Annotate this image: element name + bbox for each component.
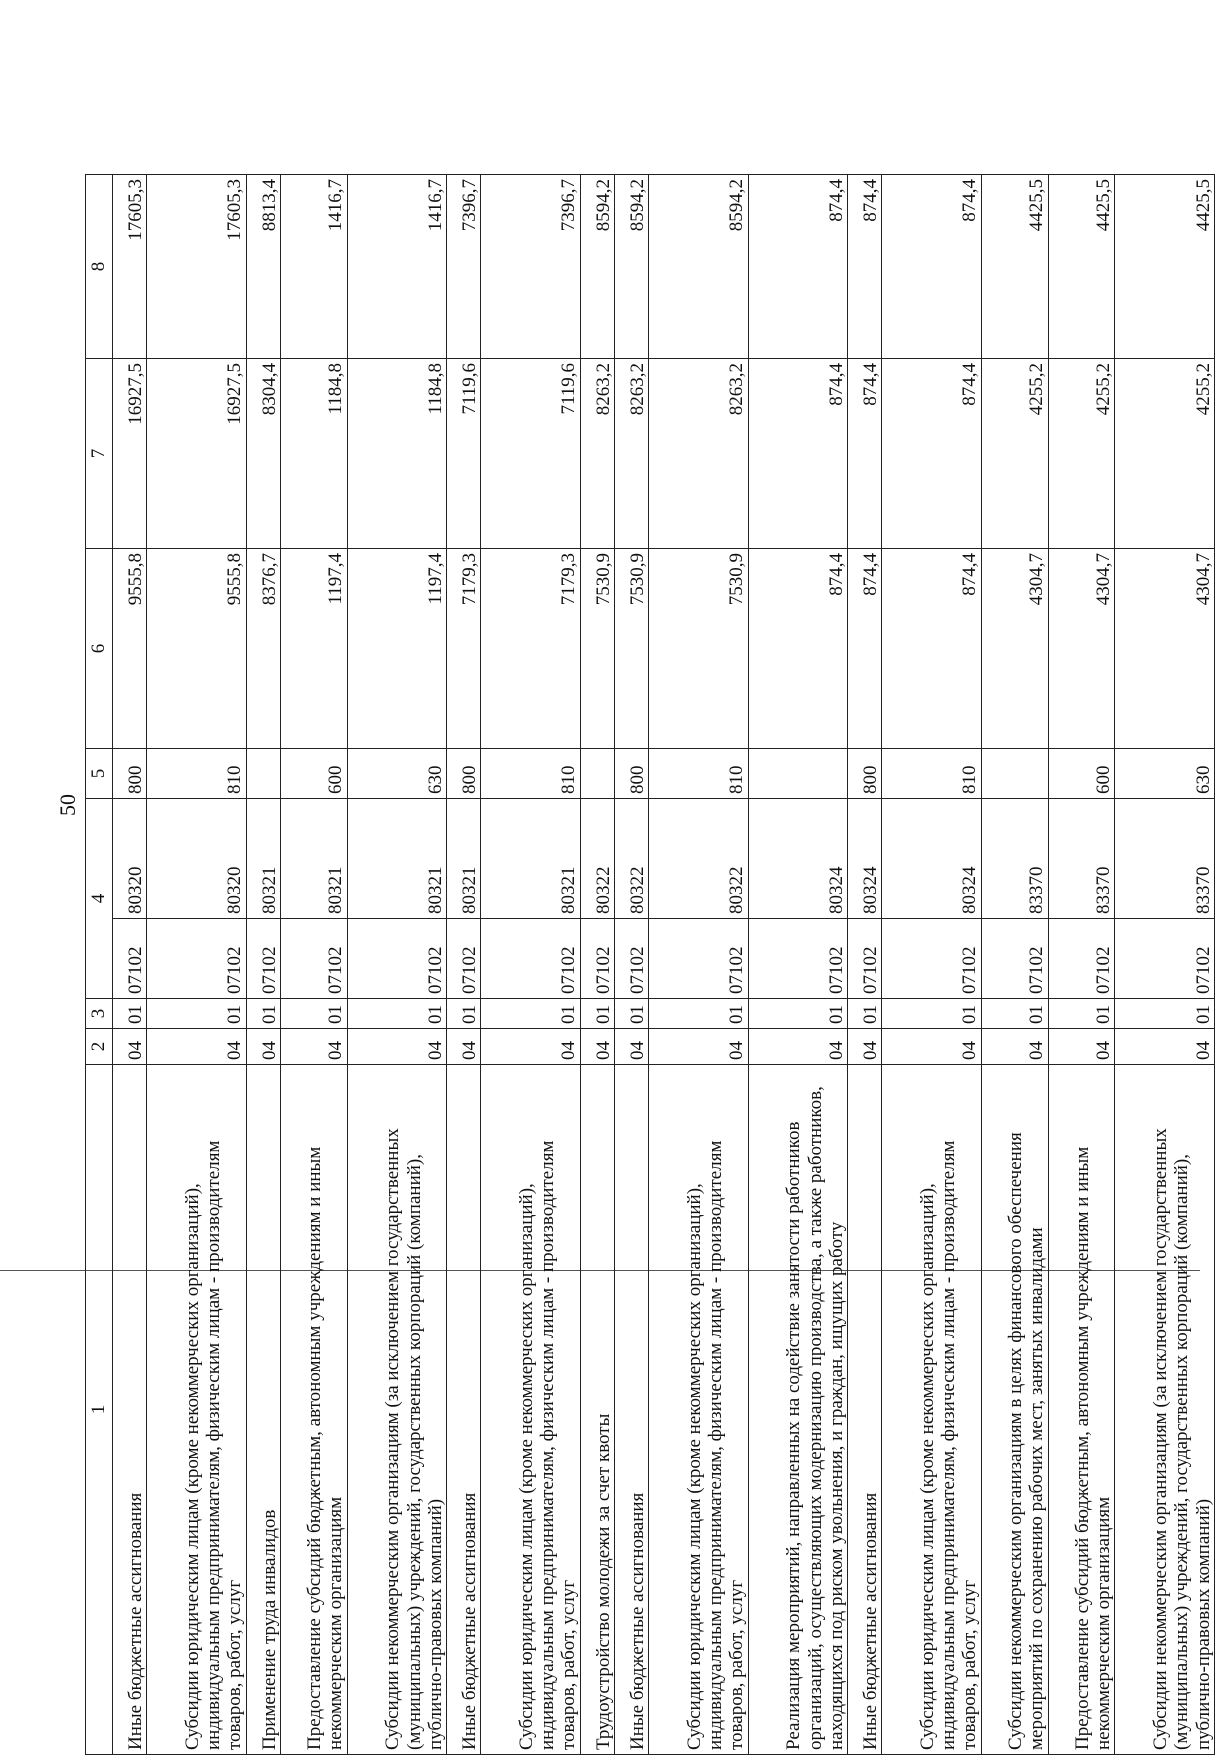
expense-type-cell [748,749,847,799]
amount-col7-cell: 7119,6 [481,359,580,549]
amount-col6-cell: 7179,3 [447,549,481,749]
budget-table [85,174,1215,1755]
amount-col7-cell: 1184,8 [347,359,446,549]
amount-col8-cell: 7396,7 [447,175,481,359]
subsection-code-cell: 01 [280,999,347,1029]
amount-col8-cell: 1416,7 [347,175,446,359]
program-code-cell: 07102 [347,919,446,999]
table-row [246,175,280,1755]
section-code-cell: 04 [147,1029,246,1065]
expense-type-cell: 810 [649,749,748,799]
amount-col8-cell: 8594,2 [580,175,614,359]
amount-col7-cell: 8263,2 [649,359,748,549]
amount-col6-cell: 4304,7 [1115,549,1215,749]
table-row [580,175,614,1755]
direction-code-cell: 83370 [1048,799,1115,919]
amount-col6-cell: 7530,9 [649,549,748,749]
amount-col8-cell: 8594,2 [614,175,648,359]
program-code-cell: 07102 [481,919,580,999]
amount-col8-cell: 874,4 [882,175,981,359]
program-code-cell: 07102 [147,919,246,999]
direction-code-cell: 83370 [1115,799,1215,919]
amount-col7-cell: 8263,2 [614,359,648,549]
row-name-cell: Применение труда инвалидов [246,1065,280,1755]
subsection-code-cell: 01 [147,999,246,1029]
table-row [748,175,847,1755]
column-number-row [86,175,113,1755]
amount-col6-cell: 874,4 [848,549,882,749]
amount-col8-cell: 17605,3 [147,175,246,359]
program-code-cell: 07102 [246,919,280,999]
expense-type-cell: 600 [280,749,347,799]
row-name-cell: Реализация мероприятий, направленных на содействие занятости работников организаций, осуществляющих модернизацию производства, а также работников, находящихся под риском увольнения, и граждан, ищущих работу [748,1065,847,1755]
section-code-cell: 04 [614,1029,648,1065]
section-code-cell: 04 [1048,1029,1115,1065]
section-code-cell: 04 [748,1029,847,1065]
table-row [481,175,580,1755]
amount-col6-cell: 4304,7 [1048,549,1115,749]
amount-col8-cell: 874,4 [848,175,882,359]
amount-col8-cell: 8813,4 [246,175,280,359]
direction-code-cell: 80324 [882,799,981,919]
direction-code-cell: 80320 [147,799,246,919]
subsection-code-cell: 01 [981,999,1048,1029]
table-row [1048,175,1115,1755]
subsection-code-cell: 01 [246,999,280,1029]
expense-type-cell: 800 [113,749,147,799]
amount-col6-cell: 8376,7 [246,549,280,749]
subsection-code-cell: 01 [848,999,882,1029]
table-body [113,175,1215,1755]
row-name-cell: Иные бюджетные ассигнования [113,1065,147,1755]
section-code-cell: 04 [649,1029,748,1065]
subsection-code-cell: 01 [614,999,648,1029]
amount-col6-cell: 1197,4 [280,549,347,749]
section-code-cell: 04 [848,1029,882,1065]
column-header-7: 7 [86,359,113,549]
direction-code-cell: 80321 [447,799,481,919]
amount-col7-cell: 7119,6 [447,359,481,549]
amount-col7-cell: 4255,2 [1048,359,1115,549]
amount-col7-cell: 16927,5 [147,359,246,549]
table-wrapper [85,175,1215,1755]
column-header-8: 8 [86,175,113,359]
program-code-cell: 07102 [848,919,882,999]
row-name-cell: Субсидии некоммерческим организациям (за исключением государственных (муниципальных) учреждений, государственных корпораций (компаний), публично-правовых компаний) [347,1065,446,1755]
section-code-cell: 04 [280,1029,347,1065]
expense-type-cell: 800 [848,749,882,799]
program-code-cell: 07102 [981,919,1048,999]
amount-col6-cell: 874,4 [748,549,847,749]
amount-col7-cell: 4255,2 [1115,359,1215,549]
program-code-cell: 07102 [580,919,614,999]
amount-col7-cell: 8304,4 [246,359,280,549]
expense-type-cell: 630 [347,749,446,799]
subsection-code-cell: 01 [748,999,847,1029]
expense-type-cell [981,749,1048,799]
amount-col6-cell: 7530,9 [614,549,648,749]
row-name-cell: Иные бюджетные ассигнования [848,1065,882,1755]
table-row [981,175,1048,1755]
amount-col8-cell: 17605,3 [113,175,147,359]
section-code-cell: 04 [347,1029,446,1065]
amount-col8-cell: 4425,5 [1048,175,1115,359]
amount-col6-cell: 1197,4 [347,549,446,749]
expense-type-cell: 800 [614,749,648,799]
amount-col6-cell: 9555,8 [113,549,147,749]
row-name-cell: Субсидии юридическим лицам (кроме некоммерческих организаций), индивидуальным предпринимателям, физическим лицам - производителям товаров, работ, услуг [147,1065,246,1755]
row-name-cell: Иные бюджетные ассигнования [447,1065,481,1755]
subsection-code-cell: 01 [649,999,748,1029]
row-name-cell: Трудоустройство молодежи за счет квоты [580,1065,614,1755]
column-header-3: 3 [86,999,113,1029]
subsection-code-cell: 01 [481,999,580,1029]
section-code-cell: 04 [447,1029,481,1065]
direction-code-cell: 80322 [614,799,648,919]
row-name-cell: Субсидии юридическим лицам (кроме некоммерческих организаций), индивидуальным предпринимателям, физическим лицам - производителям товаров, работ, услуг [649,1065,748,1755]
program-code-cell: 07102 [1115,919,1215,999]
direction-code-cell: 80321 [246,799,280,919]
section-code-cell: 04 [113,1029,147,1065]
section-code-cell: 04 [246,1029,280,1065]
amount-col8-cell: 4425,5 [1115,175,1215,359]
column-header-1: 1 [86,1065,113,1755]
amount-col8-cell: 4425,5 [981,175,1048,359]
amount-col6-cell: 7179,3 [481,549,580,749]
subsection-code-cell: 01 [580,999,614,1029]
expense-type-cell: 810 [481,749,580,799]
subsection-code-cell: 01 [1115,999,1215,1029]
column-header-5: 5 [86,749,113,799]
program-code-cell: 07102 [280,919,347,999]
amount-col8-cell: 8594,2 [649,175,748,359]
subsection-code-cell: 01 [347,999,446,1029]
expense-type-cell [580,749,614,799]
table-row [1115,175,1215,1755]
program-code-cell: 07102 [447,919,481,999]
expense-type-cell [246,749,280,799]
direction-code-cell: 80324 [848,799,882,919]
table-row [147,175,246,1755]
direction-code-cell: 83370 [981,799,1048,919]
direction-code-cell: 80321 [347,799,446,919]
program-code-cell: 07102 [748,919,847,999]
subsection-code-cell: 01 [1048,999,1115,1029]
expense-type-cell: 630 [1115,749,1215,799]
table-row [614,175,648,1755]
amount-col7-cell: 874,4 [882,359,981,549]
direction-code-cell: 80321 [280,799,347,919]
amount-col8-cell: 7396,7 [481,175,580,359]
expense-type-cell: 600 [1048,749,1115,799]
subsection-code-cell: 01 [447,999,481,1029]
column-header-6: 6 [86,549,113,749]
direction-code-cell: 80321 [481,799,580,919]
expense-type-cell: 810 [882,749,981,799]
amount-col6-cell: 874,4 [882,549,981,749]
subsection-code-cell: 01 [882,999,981,1029]
table-row [280,175,347,1755]
amount-col6-cell: 9555,8 [147,549,246,749]
row-name-cell: Предоставление субсидий бюджетным, автономным учреждениям и иным некоммерческим организациям [280,1065,347,1755]
section-code-cell: 04 [481,1029,580,1065]
page-number: 50 [55,794,80,816]
column-header-2: 2 [86,1029,113,1065]
direction-code-cell: 80322 [649,799,748,919]
table-row [848,175,882,1755]
section-code-cell: 04 [882,1029,981,1065]
program-code-cell: 07102 [649,919,748,999]
section-code-cell: 04 [1115,1029,1215,1065]
amount-col6-cell: 4304,7 [981,549,1048,749]
expense-type-cell: 810 [147,749,246,799]
program-code-cell: 07102 [1048,919,1115,999]
program-code-cell: 07102 [113,919,147,999]
amount-col8-cell: 874,4 [748,175,847,359]
direction-code-cell: 80324 [748,799,847,919]
direction-code-cell: 80322 [580,799,614,919]
program-code-cell: 07102 [614,919,648,999]
amount-col7-cell: 4255,2 [981,359,1048,549]
amount-col6-cell: 7530,9 [580,549,614,749]
amount-col7-cell: 874,4 [848,359,882,549]
amount-col7-cell: 874,4 [748,359,847,549]
row-name-cell: Субсидии некоммерческим организациям (за исключением государственных (муниципальных) учреждений, государственных корпораций (компаний), публично-правовых компаний) [1115,1065,1215,1755]
table-row [649,175,748,1755]
table-row [113,175,147,1755]
row-name-cell: Субсидии юридическим лицам (кроме некоммерческих организаций), индивидуальным предпринимателям, физическим лицам - производителям товаров, работ, услуг [882,1065,981,1755]
row-name-cell: Субсидии юридическим лицам (кроме некоммерческих организаций), индивидуальным предпринимателям, физическим лицам - производителям товаров, работ, услуг [481,1065,580,1755]
subsection-code-cell: 01 [113,999,147,1029]
amount-col8-cell: 1416,7 [280,175,347,359]
row-name-cell: Иные бюджетные ассигнования [614,1065,648,1755]
amount-col7-cell: 16927,5 [113,359,147,549]
amount-col7-cell: 1184,8 [280,359,347,549]
section-code-cell: 04 [981,1029,1048,1065]
row-name-cell: Субсидии некоммерческим организациям в целях финансового обеспечения мероприятий по сохранению рабочих мест, занятых инвалидами [981,1065,1048,1755]
expense-type-cell: 800 [447,749,481,799]
table-row [882,175,981,1755]
program-code-cell: 07102 [882,919,981,999]
section-code-cell: 04 [580,1029,614,1065]
column-header-4: 4 [86,799,113,999]
direction-code-cell: 80320 [113,799,147,919]
table-row [447,175,481,1755]
row-name-cell: Предоставление субсидий бюджетным, автономным учреждениям и иным некоммерческим организациям [1048,1065,1115,1755]
amount-col7-cell: 8263,2 [580,359,614,549]
table-row [347,175,446,1755]
